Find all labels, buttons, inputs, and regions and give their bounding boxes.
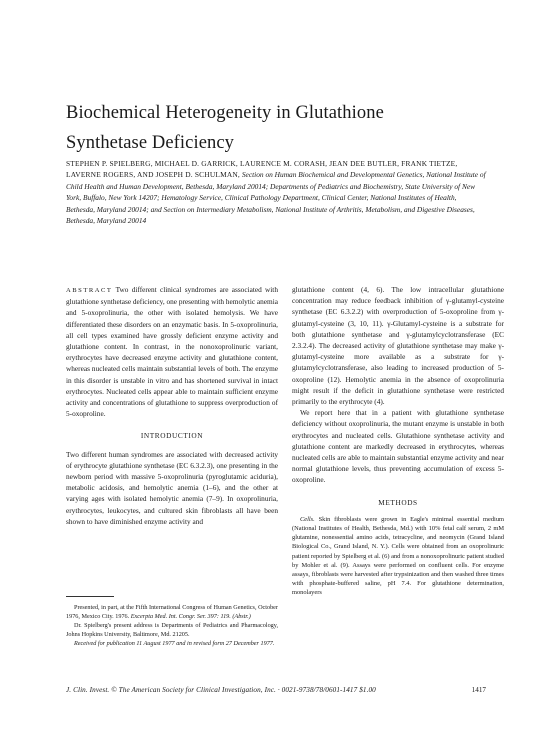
footnote-presented-citation: Excerpta Med. Int. Congr. Ser. 397: 119. (Abstr.) [130,612,251,620]
methods-run-in: Cells. [300,515,315,523]
abstract [66,284,278,419]
journal-citation: J. Clin. Invest. © The American Society for Clinical Investigation, Inc. · 0021-9738/78/0601-1417 $1.00 [66,686,376,694]
left-column [66,284,278,527]
introduction-paragraph: Two different human syndromes are associated with decreased activity of erythrocyte glutathione synthetase (EC 6.3.2.3), one presenting in the newborn period with massive 5-oxoprolinuria (pyroglutamic aciduria), metabolic acidosis, and hemolytic anemia (1–6), and the other at varying ages with isolated hemolytic anemia (7–9). In oxoprolinuria, erythrocytes, leukocytes, and cultured skin fibroblasts all have been shown to have diminished enzyme activity and [66,449,278,526]
author-block [66,158,486,226]
footnote-presented [66,604,278,622]
footnote-rule [66,596,114,597]
introduction-heading: INTRODUCTION [140,431,204,441]
title-line-1: Biochemical Heterogeneity in Glutathione [66,103,384,123]
title-line-2: Synthetase Deficiency [66,133,235,153]
methods-heading: METHODS [378,497,418,507]
abstract-label: ABSTRACT [66,287,113,294]
methods-paragraph [292,515,504,598]
footnotes [66,596,278,649]
page-number: 1417 [471,686,486,694]
page-footer [66,686,486,698]
footnote-received: Received for publication 11 August 1977 and in revised form 27 December 1977. [74,639,275,647]
right-column [292,284,504,598]
author-affiliations: Section on Human Biochemical and Developmental Genetics, National Institute of Child Health and Human Development, Bethesda, Maryland 20014; Departments of Pediatrics and Biochemistry, State University of New York, Buffalo, New York 14207; Hematology Service, Clinical Pathology Department, Clinical Center, National Institutes of Health, Bethesda, Maryland 20014; and Section on Intermediary Metabolism, National Institute of Arthritis, Metabolism, and Digestive Diseases, Bethesda, Maryland 20014 [66,170,486,226]
article-title [66,98,486,158]
author-names: STEPHEN P. SPIELBERG, MICHAEL D. GARRICK, LAURENCE M. CORASH, JEAN DEE BUTLER, FRANK TIETZE, LAVERNE ROGERS, AND JOSEPH D. SCHULMAN, [66,159,458,180]
footnote-presented-text: Presented, in part, at the Fifth International Congress of Human Genetics, October 1976, Mexico City. 1976. [66,604,278,620]
footnote-address: Dr. Spielberg's present address is Departments of Pediatrics and Pharmacology, Johns Hopkins University, Baltimore, Md. 21205. [66,621,278,638]
right-paragraph-1: glutathione content (4, 6). The low intracellular glutathione concentration may reduce feedback inhibition of γ-glutamyl-cysteine synthetase (EC 6.3.2.2) with overproduction of 5-oxoproline from γ-glutamyl-cysteine (3, 10, 11). γ-Glutamyl-cysteine is a substrate for both glutathione synthetase and γ-glutamylcyclotransferase (EC 2.3.2.4). The decreased activity of glutathione synthetase may make γ-glutamyl-cysteine more available as a substrate for γ-glutamylcyclotransferase, also leading to increased production of 5-oxoproline (12). Hemolytic anemia in the absence of oxoprolinuria might result if the deficit in glutathione synthetase were restricted primarily to the erythrocyte (4). [292,285,504,407]
abstract-text: Two different clinical syndromes are associated with glutathione synthetase deficiency, one presenting with hemolytic anemia and 5-oxoprolinuria, the other with isolated hemolysis. We have differentiated these disorders on an enzymatic basis. In 5-oxoprolinuria, all cell types examined have grossly deficient enzyme activity and glutathione content. In contrast, in the nonoxoprolinuric variant, erythrocytes have decreased enzyme activity and glutathione content, whereas nucleated cells maintain substantial levels of both. The enzyme in this disorder is unstable in vitro and has shortened survival in intact erythrocytes. Nucleated cells appear able to maintain sufficient enzyme activity and concentrations of glutathione to suppress overproduction of 5-oxoproline. [66,285,278,419]
methods-text: Skin fibroblasts were grown in Eagle's minimal essential medium (National Institutes of Health, Bethesda, Md.) with 10% fetal calf serum, 2 mM glutamine, nonessential amino acids, tetracycline, and neomycin (Grand Island Biological Co., Grand Island, N. Y.). Cells were obtained from an oxoprolinuric patient reported by Spielberg et al. (6) and from a nonoxoprolinuric patient studied by Mohler et al. (9). Assays were performed on confluent cells. For enzyme assays, fibroblasts were harvested after trypsinization and then washed three times with phosphate-buffered saline, pH 7.4. For glutathione determination, monolayers [292,515,504,597]
right-paragraph-2: We report here that in a patient with glutathione synthetase deficiency without oxoprolinuria, the mutant enzyme is unstable in both erythrocytes and nucleated cells. Glutathione synthetase activity and glutathione content are markedly decreased in erythrocytes, whereas nucleated cells are able to maintain substantial enzyme activity and near normal glutathione levels, thus preventing accumulation of excess 5-oxoproline. [292,408,504,485]
